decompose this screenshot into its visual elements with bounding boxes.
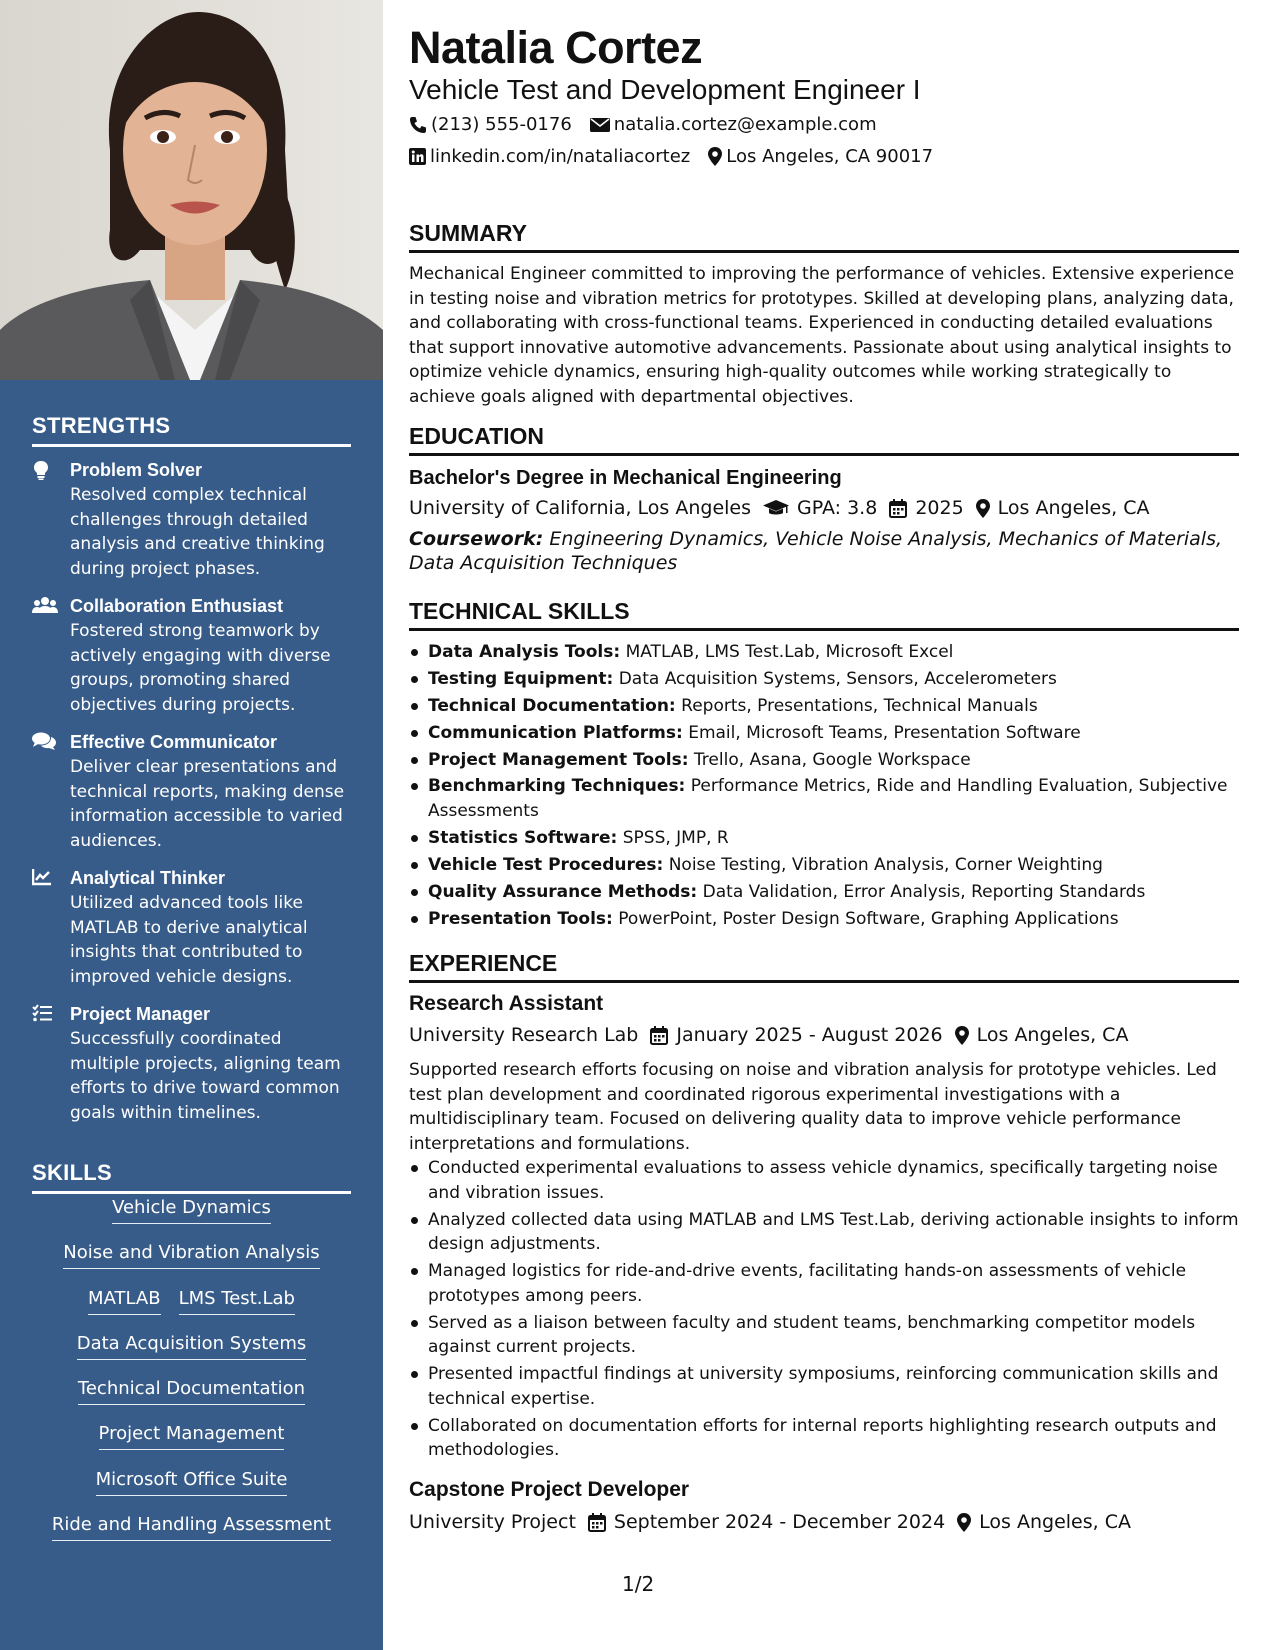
list-item bbox=[409, 694, 1239, 719]
skill-tag: LMS Test.Lab bbox=[179, 1287, 295, 1315]
skill-value: Data Acquisition Systems, Sensors, Accelerometers bbox=[618, 668, 1057, 689]
phone-icon bbox=[409, 116, 427, 134]
profile-photo bbox=[0, 0, 383, 380]
map-pin-icon bbox=[708, 147, 722, 166]
skill-tag: Vehicle Dynamics bbox=[112, 1196, 271, 1224]
skill-label: Vehicle Test Procedures: bbox=[428, 854, 664, 875]
skill-tag: MATLAB bbox=[88, 1287, 161, 1315]
skill-tag: Noise and Vibration Analysis bbox=[63, 1241, 319, 1269]
skill-label: Communication Platforms: bbox=[428, 722, 683, 743]
skill-label: Data Analysis Tools: bbox=[428, 642, 621, 662]
gpa: GPA: 3.8 bbox=[797, 497, 878, 519]
experience-heading: EXPERIENCE bbox=[409, 950, 1239, 983]
school-location: Los Angeles, CA bbox=[997, 497, 1150, 519]
strength-description: Fostered strong teamwork by actively engaging with diverse groups, promoting shared objectives during projects. bbox=[70, 621, 331, 715]
list-item bbox=[409, 640, 1239, 665]
coursework-list: Engineering Dynamics, Vehicle Noise Analysis, Mechanics of Materials, Data Acquisition Techniques bbox=[409, 528, 1223, 574]
strength-item bbox=[32, 730, 352, 853]
summary-text: Mechanical Engineer committed to improving the performance of vehicles. Extensive experience in testing noise and vibration metrics for prototypes. Skilled at developing plans, analyzing data, and collaborating with cross-functional teams. Experienced in conducting detailed evaluations that support innovative automotive advancements. Passionate about using analytical insights to optimize vehicle dynamics, ensuring high-quality outcomes while working strategically to achieve goals aligned with departmental objectives. bbox=[409, 264, 1235, 407]
strength-item bbox=[32, 866, 352, 989]
job-organization: University Research Lab bbox=[409, 1024, 639, 1046]
technical-skills-heading: TECHNICAL SKILLS bbox=[409, 598, 1239, 631]
job-meta bbox=[409, 1511, 1131, 1533]
skill-value: Reports, Presentations, Technical Manuals bbox=[681, 695, 1038, 716]
candidate-name: Natalia Cortez bbox=[409, 22, 703, 73]
strength-description: Resolved complex technical challenges through detailed analysis and creative thinking during project phases. bbox=[70, 485, 325, 579]
list-item bbox=[409, 748, 1239, 773]
email-address: natalia.cortez@example.com bbox=[613, 114, 877, 135]
skill-label: Benchmarking Techniques: bbox=[428, 776, 686, 797]
coursework-label: Coursework: bbox=[409, 528, 544, 550]
job-role: Capstone Project Developer bbox=[409, 1478, 690, 1501]
list-item: Collaborated on documentation efforts for internal reports highlighting research outputs and methodologies. bbox=[409, 1414, 1239, 1463]
list-item bbox=[409, 826, 1239, 851]
phone-contact[interactable] bbox=[409, 114, 572, 135]
graduation-year: 2025 bbox=[915, 497, 964, 519]
page-number: 1/2 bbox=[622, 1572, 655, 1596]
strength-title: Analytical Thinker bbox=[70, 868, 226, 888]
technical-skills-list bbox=[409, 640, 1239, 933]
linkedin-url: linkedin.com/in/nataliacortez bbox=[430, 146, 691, 167]
phone-number: (213) 555-0176 bbox=[431, 114, 572, 135]
strength-item bbox=[32, 458, 352, 581]
strength-description: Successfully coordinated multiple projects, aligning team efforts to drive toward common goals within timelines. bbox=[70, 1029, 341, 1123]
education-meta bbox=[409, 497, 1150, 519]
skills-heading: SKILLS bbox=[32, 1160, 351, 1194]
strengths-heading: STRENGTHS bbox=[32, 413, 351, 447]
skill-tag: Technical Documentation bbox=[78, 1377, 305, 1405]
graduation-cap-icon bbox=[763, 499, 789, 517]
linkedin-contact[interactable] bbox=[409, 146, 690, 167]
map-pin-icon bbox=[955, 1026, 969, 1045]
job-role: Research Assistant bbox=[409, 992, 604, 1015]
job-organization: University Project bbox=[409, 1511, 576, 1533]
email-contact[interactable] bbox=[590, 114, 877, 135]
list-item bbox=[409, 907, 1239, 932]
strength-title: Effective Communicator bbox=[70, 732, 278, 752]
job-meta bbox=[409, 1024, 1128, 1046]
lightbulb-icon bbox=[32, 458, 70, 581]
skill-value: Noise Testing, Vibration Analysis, Corner Weighting bbox=[668, 854, 1103, 875]
chart-line-icon bbox=[32, 866, 70, 989]
list-item: Served as a liaison between faculty and student teams, benchmarking competitor models against current projects. bbox=[409, 1311, 1239, 1360]
map-pin-icon bbox=[976, 499, 990, 518]
location-text: Los Angeles, CA 90017 bbox=[726, 146, 934, 167]
skill-label: Presentation Tools: bbox=[428, 908, 613, 929]
job-bullets bbox=[409, 1156, 1239, 1466]
strength-title: Collaboration Enthusiast bbox=[70, 596, 284, 616]
strengths-list bbox=[32, 458, 352, 1138]
calendar-icon bbox=[650, 1026, 668, 1045]
strength-description: Deliver clear presentations and technical reports, making dense information accessible to varied audiences. bbox=[70, 757, 345, 851]
list-item: Presented impactful findings at university symposiums, reinforcing communication skills and technical expertise. bbox=[409, 1362, 1239, 1411]
skill-tag: Microsoft Office Suite bbox=[96, 1468, 288, 1496]
skill-label: Technical Documentation: bbox=[428, 695, 676, 716]
sidebar bbox=[0, 0, 383, 1650]
comments-icon bbox=[32, 730, 70, 853]
contact-line-1 bbox=[409, 114, 895, 135]
list-item: Analyzed collected data using MATLAB and LMS Test.Lab, deriving actionable insights to inform design adjustments. bbox=[409, 1208, 1239, 1257]
list-item bbox=[409, 667, 1239, 692]
skill-label: Quality Assurance Methods: bbox=[428, 881, 698, 902]
job-location: Los Angeles, CA bbox=[976, 1024, 1129, 1046]
list-item bbox=[409, 880, 1239, 905]
list-item bbox=[409, 853, 1239, 878]
users-icon bbox=[32, 594, 70, 717]
linkedin-icon bbox=[409, 148, 426, 165]
job-dates: September 2024 - December 2024 bbox=[613, 1511, 946, 1533]
candidate-title: Vehicle Test and Development Engineer I bbox=[409, 74, 921, 105]
strength-item bbox=[32, 594, 352, 717]
school-name: University of California, Los Angeles bbox=[409, 497, 752, 519]
skill-label: Project Management Tools: bbox=[428, 749, 689, 770]
strength-title: Project Manager bbox=[70, 1004, 211, 1024]
job-summary: Supported research efforts focusing on noise and vibration analysis for prototype vehicles. Led test plan development and coordinated rigorous experimental investigations with a multidisciplinary team. Focused on delivering quality data to improve vehicle performance interpretations and formulations. bbox=[409, 1060, 1217, 1154]
strength-item bbox=[32, 1002, 352, 1125]
job-dates: January 2025 - August 2026 bbox=[676, 1024, 943, 1046]
list-check-icon bbox=[32, 1002, 70, 1125]
skill-value: SPSS, JMP, R bbox=[622, 827, 729, 848]
strength-description: Utilized advanced tools like MATLAB to derive analytical insights that contributed to improved vehicle designs. bbox=[70, 893, 308, 987]
skill-value: Email, Microsoft Teams, Presentation Software bbox=[688, 722, 1081, 743]
contact-line-2 bbox=[409, 146, 951, 167]
list-item: Managed logistics for ride-and-drive events, facilitating hands-on assessments of vehicle prototypes among peers. bbox=[409, 1259, 1239, 1308]
skill-label: Statistics Software: bbox=[428, 827, 618, 848]
location-contact bbox=[708, 146, 933, 167]
skill-value: PowerPoint, Poster Design Software, Graphing Applications bbox=[618, 908, 1119, 929]
list-item bbox=[409, 774, 1239, 823]
calendar-icon bbox=[889, 499, 907, 518]
skill-value: Performance Metrics, Ride and Handling Evaluation, Subjective Assessments bbox=[428, 776, 1228, 821]
education-heading: EDUCATION bbox=[409, 423, 1239, 456]
strength-title: Problem Solver bbox=[70, 460, 203, 480]
skill-tag: Data Acquisition Systems bbox=[77, 1332, 307, 1360]
summary-heading: SUMMARY bbox=[409, 220, 1239, 253]
job-location: Los Angeles, CA bbox=[979, 1511, 1131, 1533]
list-item: Conducted experimental evaluations to assess vehicle dynamics, specifically targeting noise and vibration issues. bbox=[409, 1156, 1239, 1205]
calendar-icon bbox=[588, 1513, 606, 1532]
skill-tag: Project Management bbox=[99, 1422, 285, 1450]
coursework bbox=[409, 527, 1239, 575]
skill-value: Trello, Asana, Google Workspace bbox=[693, 749, 971, 770]
skill-label: Testing Equipment: bbox=[428, 668, 614, 689]
skill-value: Data Validation, Error Analysis, Reporting Standards bbox=[702, 881, 1146, 902]
skill-tag: Ride and Handling Assessment bbox=[52, 1513, 331, 1541]
degree-title: Bachelor's Degree in Mechanical Engineering bbox=[409, 467, 842, 489]
envelope-icon bbox=[590, 117, 610, 133]
skills-list bbox=[32, 1196, 351, 1558]
skill-value: MATLAB, LMS Test.Lab, Microsoft Excel bbox=[625, 642, 954, 662]
list-item bbox=[409, 721, 1239, 746]
map-pin-icon bbox=[957, 1513, 971, 1532]
